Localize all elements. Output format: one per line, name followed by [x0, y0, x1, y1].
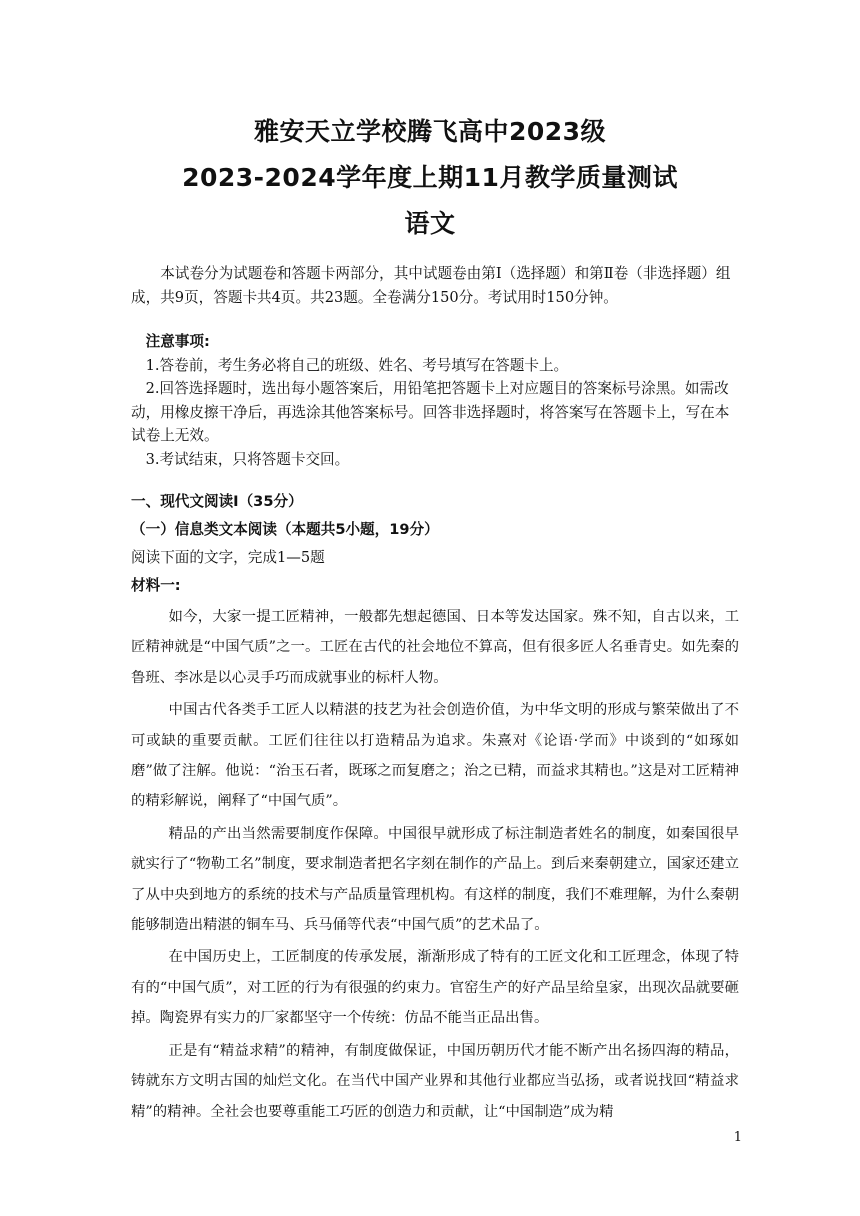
exam-intro: 本试卷分为试题卷和答题卡两部分，其中试题卷由第Ⅰ（选择题）和第Ⅱ卷（非选择题）组成，共9页，答题卡共4页。共23题。全卷满分150分。考试用时150分钟。 — [131, 265, 731, 306]
exam-title-subject: 语文 — [404, 209, 456, 238]
note-item: 2.回答选择题时，选出每小题答案后，用铅笔把答题卡上对应题目的答案标号涂黑。如需改动，用橡皮擦干净后，再选涂其他答案标号。回答非选择题时，将答案写在答题卡上，写在本试卷上无效。 — [131, 380, 730, 444]
passage-paragraph: 正是有“精益求精”的精神，有制度做保证，中国历朝历代才能不断产出名扬四海的精品，铸就东方文明古国的灿烂文化。在当代中国产业界和其他行业都应当弘扬，或者说找回“精益求精”的精神。全社会也要尊重能工巧匠的创造力和贡献，让“中国制造”成为精 — [131, 1042, 739, 1120]
section-heading: 一、现代文阅读Ⅰ（35分） — [131, 493, 303, 510]
exam-title-school: 雅安天立学校腾飞高中2023级 — [253, 117, 607, 146]
page-number: 1 — [733, 1130, 742, 1145]
passage-paragraph: 在中国历史上，工匠制度的传承发展，渐渐形成了特有的工匠文化和工匠理念，体现了特有的“中国气质”，对工匠的行为有很强的约束力。官窑生产的好产品呈给皇家，出现次品就要砸掉。陶瓷界有实力的厂家都坚守一个传统：仿品不能当正品出售。 — [131, 949, 739, 1027]
section-instruction: 阅读下面的文字，完成1—5题 — [131, 549, 325, 566]
material-label: 材料一: — [131, 577, 181, 594]
exam-title-term: 2023-2024学年度上期11月教学质量测试 — [182, 163, 678, 192]
passage-paragraph: 如今，大家一提工匠精神，一般都先想起德国、日本等发达国家。殊不知，自古以来，工匠精神就是“中国气质”之一。工匠在古代的社会地位不算高，但有很多匠人名垂青史。如先秦的鲁班、李冰是以心灵手巧而成就事业的标杆人物。 — [131, 609, 739, 686]
passage-paragraph: 中国古代各类手工匠人以精湛的技艺为社会创造价值，为中华文明的形成与繁荣做出了不可或缺的重要贡献。工匠们往往以打造精品为追求。朱熹对《论语·学而》中谈到的“如琢如磨”做了注解。他说：“治玉石者，既琢之而复磨之；治之已精，而益求其精也。”这是对工匠精神的精彩解说，阐释了“中国气质”。 — [131, 702, 739, 810]
passage-paragraph: 精品的产出当然需要制度作保障。中国很早就形成了标注制造者姓名的制度，如秦国很早就实行了“物勒工名”制度，要求制造者把名字刻在制作的产品上。到后来秦朝建立，国家还建立了从中央到地方的系统的技术与产品质量管理机构。有这样的制度，我们不难理解，为什么秦朝能够制造出精湛的铜车马、兵马俑等代表“中国气质”的艺术品了。 — [131, 825, 739, 934]
note-item: 1.答卷前，考生务必将自己的班级、姓名、考号填写在答题卡上。 — [145, 356, 569, 374]
section-subheading: （一）信息类文本阅读（本题共5小题，19分） — [131, 521, 439, 538]
notes-block — [131, 330, 739, 471]
reading-passage — [131, 602, 739, 1129]
note-item: 3.考试结束，只将答题卡交回。 — [145, 450, 350, 468]
notes-title: 注意事项: — [145, 333, 210, 350]
